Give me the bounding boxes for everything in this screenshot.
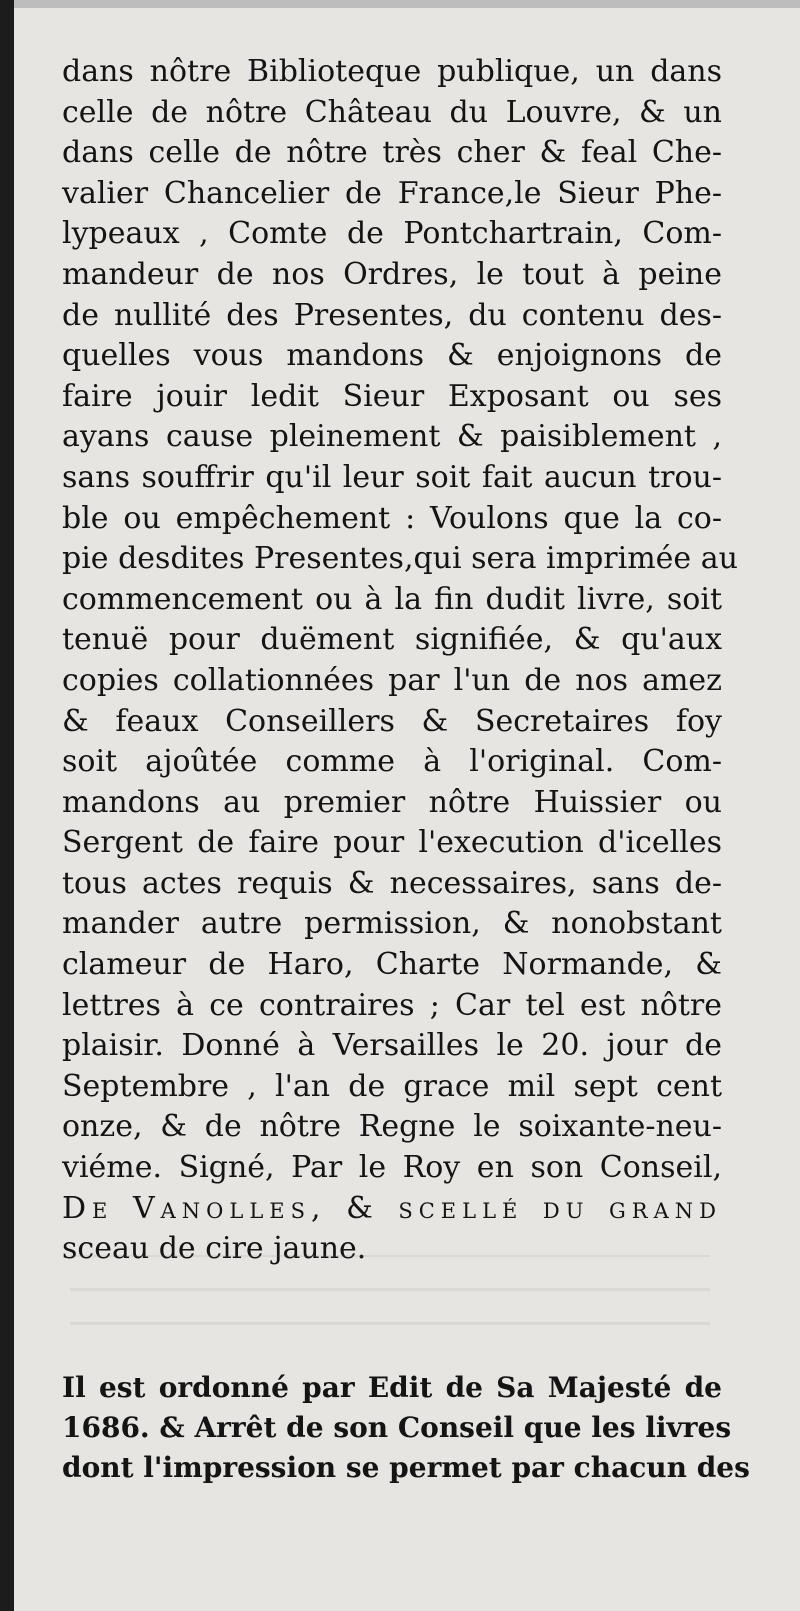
signature-line: De Vanolles, & scellé du grand <box>62 1190 722 1226</box>
note-line: 1686. & Arrêt de son Conseil que les livres <box>62 1411 732 1444</box>
text-line: ble ou empêchement : Voulons que la co- <box>62 500 722 536</box>
text-line: viéme. Signé, Par le Roy en son Conseil, <box>62 1150 722 1186</box>
text-line: tous actes requis & necessaires, sans de- <box>62 865 722 901</box>
text-line: Sergent de faire pour l'execution d'icelles <box>62 825 722 861</box>
edict-note <box>62 1368 750 1488</box>
text-line: lettres à ce contraires ; Car tel est nôtre <box>62 987 722 1023</box>
text-line: copies collationnées par l'un de nos amez <box>62 662 722 698</box>
text-line: dans nôtre Biblioteque publique, un dans <box>62 54 722 89</box>
note-line: dont l'impression se permet par chacun des <box>62 1451 750 1484</box>
text-line: sans souffrir qu'il leur soit fait aucun trou- <box>62 459 722 495</box>
text-line: pie desdites Presentes,qui sera imprimée au <box>62 541 738 577</box>
text-line: & feaux Conseillers & Secretaires foy <box>62 703 722 739</box>
text-line: ayans cause pleinement & paisiblement , <box>62 419 722 455</box>
text-line: quelles vous mandons & enjoignons de <box>62 338 722 374</box>
text-line: mander autre permission, & nonobstant <box>62 906 722 942</box>
text-line: faire jouir ledit Sieur Exposant ou ses <box>62 378 722 414</box>
text-line: mandeur de nos Ordres, le tout à peine <box>62 256 722 292</box>
text-line: sceau de cire jaune. <box>62 1231 367 1267</box>
text-line: dans celle de nôtre très cher & feal Che- <box>62 135 722 171</box>
text-line: commencement ou à la fin dudit livre, soit <box>62 581 722 617</box>
text-line: plaisir. Donné à Versailles le 20. jour de <box>62 1028 722 1064</box>
text-line: mandons au premier nôtre Huissier ou <box>62 784 722 820</box>
page-top-edge <box>0 0 800 8</box>
text-line: valier Chancelier de France,le Sieur Phe- <box>62 175 722 211</box>
text-line: de nullité des Presentes, du contenu des- <box>62 297 722 333</box>
text-line: Septembre , l'an de grace mil sept cent <box>62 1068 722 1104</box>
text-line: celle de nôtre Château du Louvre, & un <box>62 94 722 130</box>
text-line: onze, & de nôtre Regne le soixante-neu- <box>62 1109 722 1145</box>
text-line: soit ajoûtée comme à l'original. Com- <box>62 744 722 780</box>
show-through-text <box>70 1255 710 1325</box>
note-line: Il est ordonné par Edit de Sa Majesté de <box>62 1371 722 1404</box>
text-line: clameur de Haro, Charte Normande, & <box>62 947 722 983</box>
page-left-edge <box>0 0 14 1611</box>
privilege-text <box>62 52 738 1270</box>
text-line: lypeaux , Comte de Pontchartrain, Com- <box>62 216 722 252</box>
text-line: tenuë pour duëment signifiée, & qu'aux <box>62 622 722 658</box>
